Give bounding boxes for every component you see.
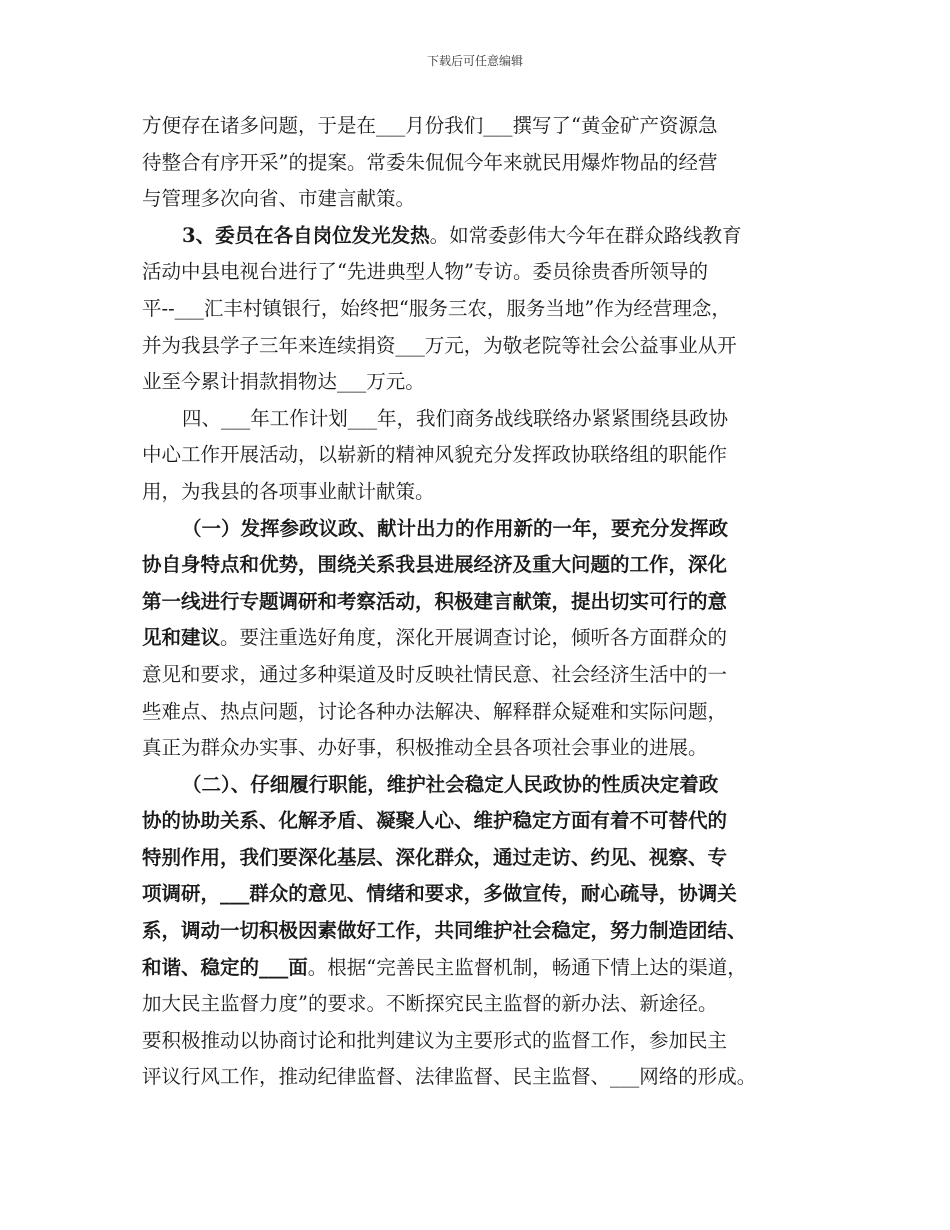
text-line: 业至今累计捐款捐物达___万元。 [142,370,425,394]
bold-heading-line: 第一线进行专题调研和考察活动，积极建言献策，提出切实可行的意 [142,589,728,613]
page-header: 下载后可任意编辑 [426,54,523,68]
bold-heading-line: 协的协助关系、化解矛盾、凝聚人心、维护稳定方面有着不可替代的 [142,809,728,833]
bold-heading-line: 项调研，___群众的意见、情绪和要求，多做宣传，耐心疏导，协调关 [142,882,737,906]
text-line: 待整合有序开采”的提案。常委朱侃侃今年来就民用爆炸物品的经营 [142,150,718,174]
text-line: 真正为群众办实事、办好事，积极推动全县各项社会事业的进展。 [142,736,708,760]
text-line: 意见和要求，通过多种渠道及时反映社情民意、社会经济生活中的一 [142,662,728,686]
document-body [142,108,814,1096]
section-heading-line: 四、___年工作计划___年，我们商务战线联络办紧紧围绕县政协 [182,406,729,430]
text-line: 中心工作开展活动，以崭新的精神风貌充分发挥政协联络组的职能作 [142,443,728,467]
text-line: 些难点、热点问题，讨论各种办法解决、解释群众疑难和实际问题， [142,699,728,723]
bold-heading-line: 协自身特点和优势，围绕关系我县进展经济及重大问题的工作，深化 [142,553,728,577]
bold-heading-line: （二）、仔细履行职能，维护社会稳定人民政协的性质决定着政 [182,772,719,796]
text-line: 见和建议。要注重选好角度，深化开展调查讨论，倾听各方面群众的 [142,626,728,650]
text-line: 方便存在诸多问题，于是在___月份我们___撰写了“黄金矿产资源急 [142,114,718,137]
bold-heading-line: 特别作用，我们要深化基层、深化群众，通过走访、约见、视察、专 [142,845,728,869]
text-line: 评议行风工作，推动纪律监督、法律监督、民主监督、___网络的形成。 [142,1065,757,1089]
text-line: 活动中县电视台进行了“先进典型人物”专访。委员徐贵香所领导的 [142,260,708,284]
text-line: 要积极推动以协商讨论和批判建议为主要形式的监督工作，参加民主 [142,1028,728,1052]
text-line: 用，为我县的各项事业献计献策。 [142,479,435,503]
text-line: 平--___汇丰村镇银行，始终把“服务三农，服务当地”作为经营理念， [142,296,731,320]
section-heading-line: 3、委员在各自岗位发光发热。如常委彭伟大今年在群众路线教育 [182,223,742,247]
text-line: 并为我县学子三年来连续捐资___万元，为敬老院等社会公益事业从开 [142,333,737,357]
text-line: 与管理多次向省、市建言献策。 [142,187,416,211]
bold-heading-line: （一）发挥参政议政、献计出力的作用新的一年，要充分发挥政 [182,516,729,540]
bold-heading-line: 系，调动一切积极因素做好工作，共同维护社会稳定，努力制造团结、 [142,919,747,943]
text-line: 加大民主监督力度”的要求。不断探究民主监督的新办法、新途径。 [142,992,718,1016]
text-line: 和谐、稳定的___面。根据“完善民主监督机制，畅通下情上达的渠道， [142,955,747,979]
